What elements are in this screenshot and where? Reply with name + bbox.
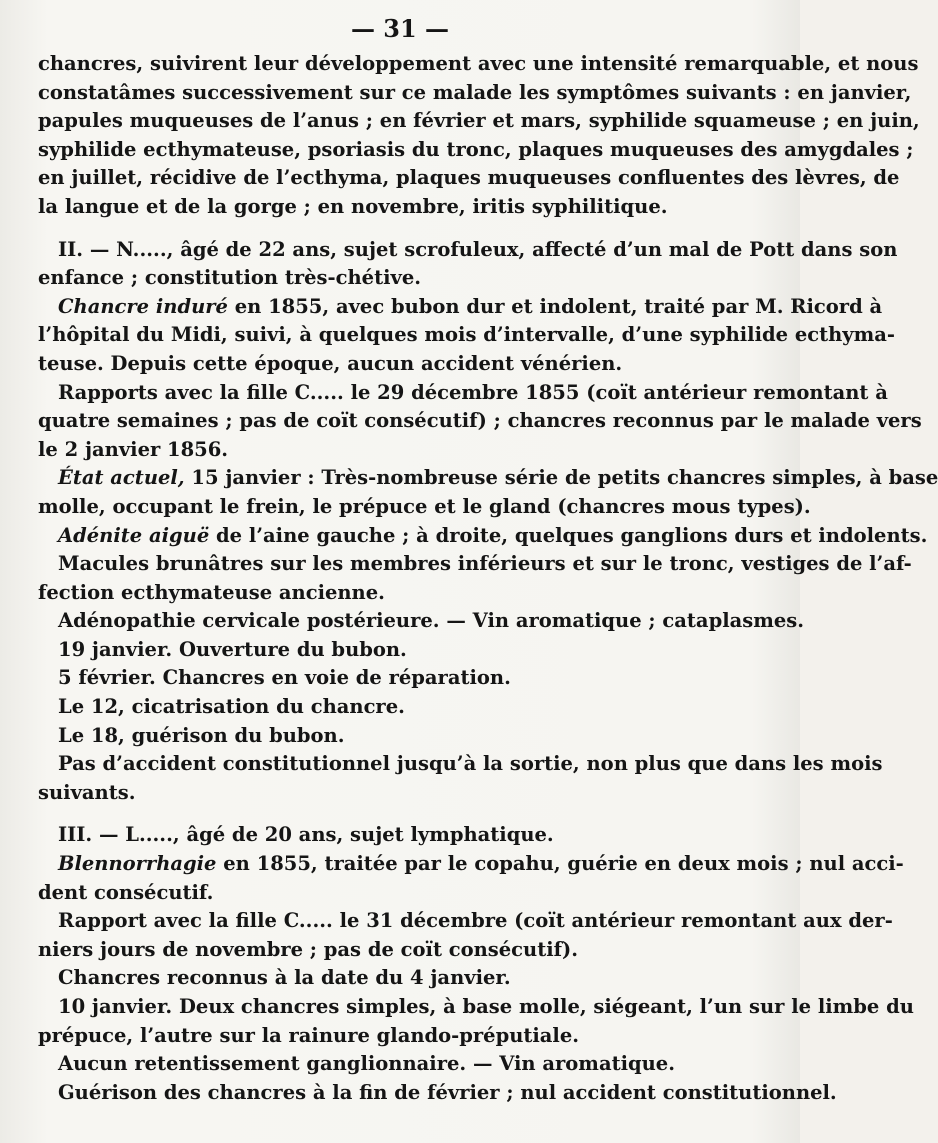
text-line: le 2 janvier 1856.	[38, 437, 229, 461]
text-line: Le 18, guérison du bubon.	[58, 723, 345, 747]
italic-term: État actuel,	[58, 466, 185, 490]
text-line: 19 janvier. Ouverture du bubon.	[58, 637, 407, 661]
text-line: Pas d’accident constitutionnel jusqu’à la sortie, non plus que dans les mois	[58, 752, 883, 776]
text-line: suivants.	[38, 780, 136, 804]
text-line: syphilide ecthymateuse, psoriasis du tronc, plaques muqueuses des amygdales ;	[38, 137, 914, 161]
page-body-text	[38, 50, 938, 1107]
text-line: Chancres reconnus à la date du 4 janvier.	[58, 966, 511, 990]
text-line: Rapports avec la fille C..... le 29 décembre 1855 (coït antérieur remontant à	[58, 380, 888, 404]
italic-term: Adénite aiguë	[58, 523, 210, 547]
text-line: Aucun retentissement ganglionnaire. — Vin aromatique.	[58, 1052, 676, 1076]
text-line: Blennorrhagie en 1855, traitée par le copahu, guérie en deux mois ; nul acci-	[58, 852, 904, 876]
text-line: III. — L....., âgé de 20 ans, sujet lymphatique.	[58, 823, 554, 847]
page-number: — 31 —	[350, 14, 450, 43]
text-line: papules muqueuses de l’anus ; en février et mars, syphilide squameuse ; en juin,	[38, 109, 920, 133]
paragraph-gap	[38, 807, 766, 821]
text-line: niers jours de novembre ; pas de coït consécutif).	[38, 937, 579, 961]
text-line: État actuel, 15 janvier : Très-nombreuse série de petits chancres simples, à base	[58, 466, 938, 490]
text-line: constatâmes successivement sur ce malade les symptômes suivants : en janvier,	[38, 80, 912, 104]
text-line: Guérison des chancres à la fin de février ; nul accident constitutionnel.	[58, 1080, 837, 1104]
text-line: teuse. Depuis cette époque, aucun accident vénérien.	[38, 351, 623, 375]
italic-term: Blennorrhagie	[58, 852, 217, 876]
text-line: II. — N....., âgé de 22 ans, sujet scrofuleux, affecté d’un mal de Pott dans son	[58, 237, 898, 261]
text-line: prépuce, l’autre sur la rainure glando-préputiale.	[38, 1023, 580, 1047]
text-line: Macules brunâtres sur les membres inférieurs et sur le tronc, vestiges de l’af-	[58, 552, 912, 576]
text-line: dent consécutif.	[38, 880, 214, 904]
text-line: 5 février. Chancres en voie de réparation.	[58, 666, 511, 690]
text-line: enfance ; constitution très-chétive.	[38, 266, 422, 290]
text-line: fection ecthymateuse ancienne.	[38, 580, 385, 604]
text-line: molle, occupant le frein, le prépuce et le gland (chancres mous types).	[38, 494, 811, 518]
text-line: Le 12, cicatrisation du chancre.	[58, 695, 405, 719]
text-line: 10 janvier. Deux chancres simples, à base molle, siégeant, l’un sur le limbe du	[58, 995, 914, 1018]
text-line: l’hôpital du Midi, suivi, à quelques mois d’intervalle, d’une syphilide ecthyma-	[38, 323, 895, 347]
text-line: en juillet, récidive de l’ecthyma, plaques muqueuses confluentes des lèvres, de	[38, 166, 900, 190]
text-line: Adénopathie cervicale postérieure. — Vin aromatique ; cataplasmes.	[58, 609, 805, 633]
text-line: chancres, suivirent leur développement avec une intensité remarquable, et nous	[38, 52, 919, 75]
text-line: quatre semaines ; pas de coït consécutif) ; chancres reconnus par le malade vers	[38, 409, 922, 433]
text-line: Chancre induré en 1855, avec bubon dur et indolent, traité par M. Ricord à	[58, 294, 883, 318]
paragraph-gap	[38, 222, 766, 236]
italic-term: Chancre induré	[58, 294, 228, 318]
text-line: Rapport avec la fille C..... le 31 décembre (coït antérieur remontant aux der-	[58, 909, 893, 933]
text-line: Adénite aiguë de l’aine gauche ; à droite, quelques ganglions durs et indolents.	[58, 523, 928, 547]
text-line: la langue et de la gorge ; en novembre, iritis syphilitique.	[38, 194, 668, 218]
